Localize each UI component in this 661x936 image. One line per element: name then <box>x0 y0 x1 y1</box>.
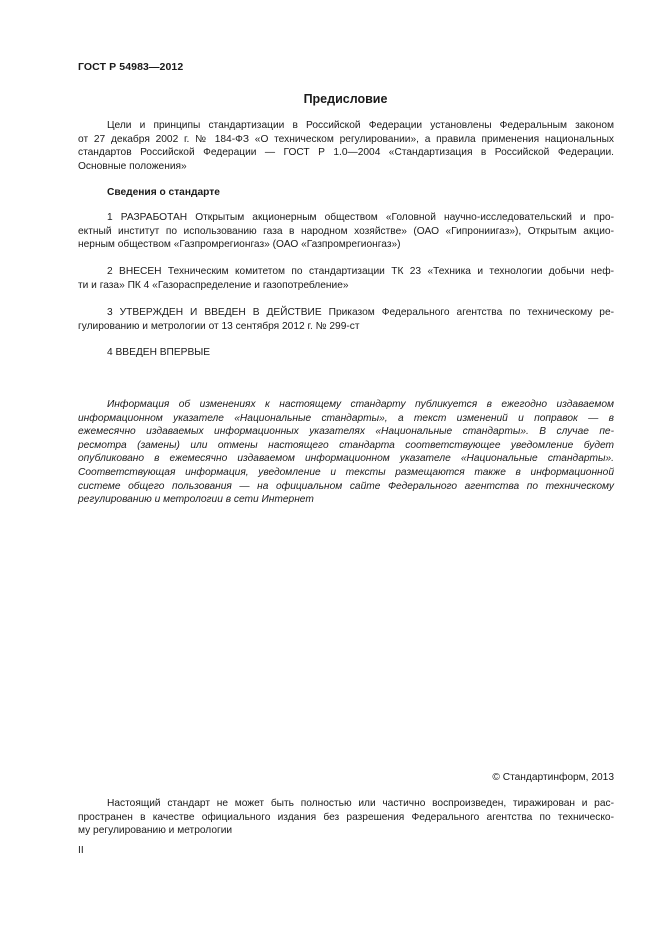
item-line: 4 ВВЕДЕН ВПЕРВЫЕ <box>107 347 211 358</box>
item-line: 3 УТВЕРЖДЕН И ВВЕДЕН В ДЕЙСТВИЕ Приказом Федерального агентства по техническому ре- <box>107 307 614 318</box>
reproduction-notice <box>78 797 614 838</box>
intro-paragraph <box>78 119 614 173</box>
intro-line: Цели и принципы стандартизации в Российской Федерации установлены Федеральным законом <box>107 120 614 131</box>
notice-line: Соответствующая информация, уведомление и тексты размещаются также в информационной <box>78 466 614 478</box>
notice-paragraph <box>78 398 614 507</box>
notice-line: пространен в качестве официального издания без разрешения Федерального агентства по техническо- <box>78 811 614 823</box>
notice-line: информационном указателе «Национальные стандарты», а текст изменений и поправок — в <box>78 412 614 424</box>
notice-line: регулированию и метрологии в сети Интернет <box>78 494 314 506</box>
item-line: нерным обществом «Газпромрегионгаз» (ОАО «Газпромрегионгаз») <box>78 239 401 251</box>
notice-line: му регулированию и метрологии <box>78 825 233 837</box>
copyright-notice: © Стандартинформ, 2013 <box>492 772 614 783</box>
item-line: ектный институт по использованию газа в народном хозяйстве» (ОАО «Гипрониигаз»), Открытым акцио- <box>78 225 614 237</box>
document-code: ГОСТ Р 54983—2012 <box>78 61 184 73</box>
about-standard-heading: Сведения о стандарте <box>107 187 220 198</box>
item-2-paragraph <box>78 265 614 292</box>
item-line: ти и газа» ПК 4 «Газораспределение и газопотребление» <box>78 279 349 291</box>
page-number: II <box>78 845 84 856</box>
notice-line: Настоящий стандарт не может быть полностью или частично воспроизведен, тиражирован и рас- <box>107 798 614 809</box>
item-line: гулированию и метрологии от 13 сентября 2012 г. № 299-ст <box>78 320 360 332</box>
item-line: 1 РАЗРАБОТАН Открытым акционерным обществом «Головной научно-исследовательский и про- <box>107 212 614 223</box>
intro-line: Основные положения» <box>78 160 187 172</box>
item-4-paragraph <box>78 346 614 360</box>
intro-line: стандартов Российской Федерации — ГОСТ Р 1.0—2004 «Стандартизация в Российской Федерации. <box>78 147 614 159</box>
notice-line: опубликовано в ежемесячно издаваемом информационном указателе «Национальные стандарты». <box>78 453 614 465</box>
intro-line: от 27 декабря 2002 г. № 184-ФЗ «О техническом регулировании», а правила применения национальных <box>78 133 614 145</box>
page-title: Предисловие <box>303 92 388 106</box>
notice-line: ежемесячно издаваемых информационных указателях «Национальные стандарты». В случае пе- <box>78 426 614 438</box>
item-1-paragraph <box>78 211 614 252</box>
notice-line: ресмотра (замены) или отмены настоящего стандарта соответствующее уведомление будет <box>78 439 614 451</box>
item-line: 2 ВНЕСЕН Техническим комитетом по стандартизации ТК 23 «Техника и технологии добычи неф- <box>107 266 614 277</box>
notice-line: системе общего пользования — на официальном сайте Федерального агентства по техническому <box>78 480 614 492</box>
notice-line: Информация об изменениях к настоящему стандарту публикуется в ежегодно издаваемом <box>107 399 614 410</box>
item-3-paragraph <box>78 306 614 333</box>
